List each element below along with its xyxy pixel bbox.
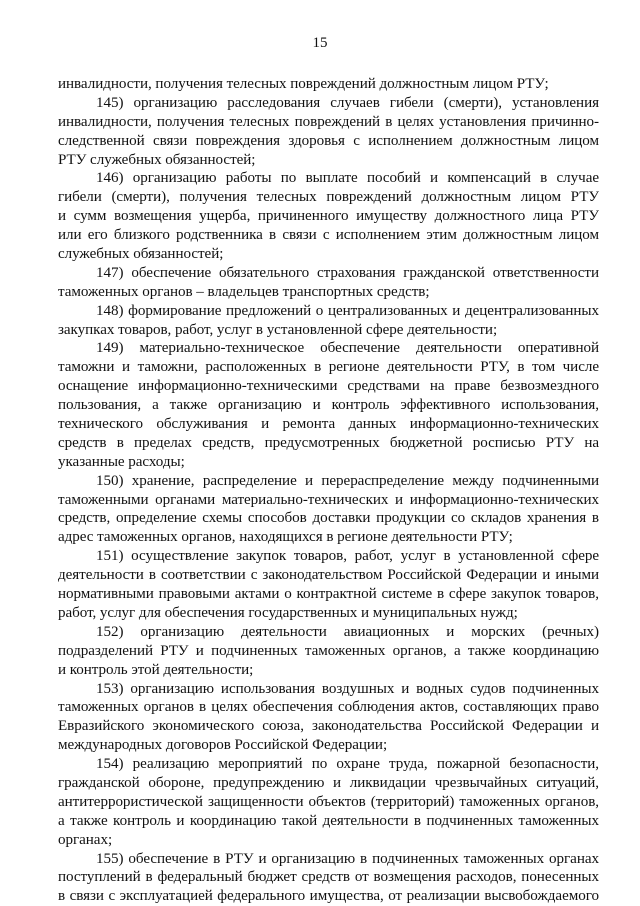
- paragraph: [58, 264, 599, 302]
- text-line: 151) осуществление закупок товаров, работ, услуг в установленной сфере: [96, 548, 599, 565]
- text-line: 148) формирование предложений о централизованных и децентрализованных: [96, 302, 599, 319]
- text-line: органах;: [58, 831, 113, 848]
- paragraph: [58, 169, 599, 263]
- text-line: подразделений РТУ и подчиненных таможенных органов, а также координацию: [58, 642, 599, 659]
- text-line: деятельности в соответствии с законодательством Российской Федерации и иными: [58, 567, 599, 584]
- text-line: антитеррористической защищенности объектов (территорий) таможенных органов,: [58, 793, 599, 810]
- text-line: оснащение информационно-техническими средствами на праве безвозмездного: [58, 378, 599, 395]
- text-line: и контроль этой деятельности;: [58, 661, 254, 678]
- text-line: таможенными органами материально-технических и информационно-технических: [58, 491, 599, 508]
- text-line: инвалидности, получения телесных повреждений в целях установления причинно-: [58, 113, 599, 130]
- paragraph: [58, 755, 599, 849]
- text-line: следственной связи повреждения здоровья с исполнением должностным лицом: [58, 132, 599, 149]
- text-line: указанные расходы;: [58, 453, 185, 470]
- text-line: поступлений в федеральный бюджет средств от возмещения расходов, понесенных: [58, 869, 599, 886]
- text-line: или его близкого родственника в связи с исполнением этим должностным лицом: [58, 227, 599, 244]
- text-line: служебных обязанностей;: [58, 246, 224, 263]
- paragraph: [58, 302, 599, 340]
- text-line: Евразийского экономического союза, законодательства Российской Федерации и: [58, 718, 599, 735]
- text-line: технического обслуживания и ремонта данных информационно-технических: [58, 416, 599, 433]
- text-line: средств, определение схемы способов доставки продукции со складов хранения в: [58, 510, 599, 527]
- text-line: таможенных органов в целях обеспечения соблюдения актов, составляющих право: [58, 699, 599, 716]
- page-number: 15: [312, 35, 328, 51]
- text-line: инвалидности, получения телесных повреждений должностным лицом РТУ;: [58, 76, 549, 92]
- text-line: закупках товаров, работ, услуг в установленной сфере деятельности;: [58, 321, 498, 338]
- paragraph: [58, 623, 599, 680]
- paragraph: [58, 339, 599, 471]
- text-line: 154) реализацию мероприятий по охране труда, пожарной безопасности,: [96, 756, 599, 773]
- text-line: пользования, а также организацию и контроль эффективного использования,: [58, 397, 599, 414]
- paragraph: [58, 472, 599, 548]
- text-line: 147) обеспечение обязательного страхования гражданской ответственности: [96, 264, 599, 281]
- text-line: нормативными правовыми актами о контрактной системе в сфере закупок товаров,: [58, 586, 599, 603]
- text-line: адрес таможенных органов, находящихся в регионе деятельности РТУ;: [58, 529, 513, 546]
- document-body: [58, 75, 599, 906]
- text-line: 146) организацию работы по выплате пособий и компенсаций в случае: [96, 170, 599, 187]
- text-line: РТУ служебных обязанностей;: [58, 151, 256, 168]
- paragraph-continuation: [58, 75, 599, 94]
- text-line: таможенных органов – владельцев транспортных средств;: [58, 283, 430, 300]
- paragraph: [58, 94, 599, 170]
- text-line: 153) организацию использования воздушных и водных судов подчиненных: [96, 680, 599, 697]
- text-line: работ, услуг для обеспечения государственных и муниципальных нужд;: [58, 604, 518, 621]
- text-line: таможни и таможни, расположенных в регионе деятельности РТУ, в том числе: [58, 359, 599, 376]
- text-line: а также контроль и координацию такой деятельности в подчиненных таможенных: [58, 812, 599, 829]
- text-line: и сумм возмещения ущерба, причиненного имуществу должностного лица РТУ: [58, 208, 599, 225]
- text-line: 149) материально-техническое обеспечение деятельности оперативной: [96, 340, 599, 357]
- text-line: 150) хранение, распределение и перераспределение между подчиненными: [96, 472, 599, 489]
- paragraph: [58, 680, 599, 756]
- paragraph: [58, 547, 599, 623]
- text-line: средств в пределах средств, предусмотренных бюджетной росписью РТУ на: [58, 434, 599, 451]
- text-line: в связи с эксплуатацией федерального имущества, от реализации высвобождаемого: [58, 888, 599, 905]
- text-line: международных договоров Российской Федерации;: [58, 737, 388, 754]
- text-line: гражданской обороне, предупреждению и ликвидации чрезвычайных ситуаций,: [58, 774, 599, 791]
- text-line: гибели (смерти), получения телесных повреждений должностным лицом РТУ: [58, 189, 599, 206]
- paragraph: [58, 850, 599, 906]
- text-line: 155) обеспечение в РТУ и организацию в подчиненных таможенных органах: [96, 850, 599, 867]
- text-line: 145) организацию расследования случаев гибели (смерти), установления: [96, 94, 599, 111]
- text-line: 152) организацию деятельности авиационных и морских (речных): [96, 623, 599, 640]
